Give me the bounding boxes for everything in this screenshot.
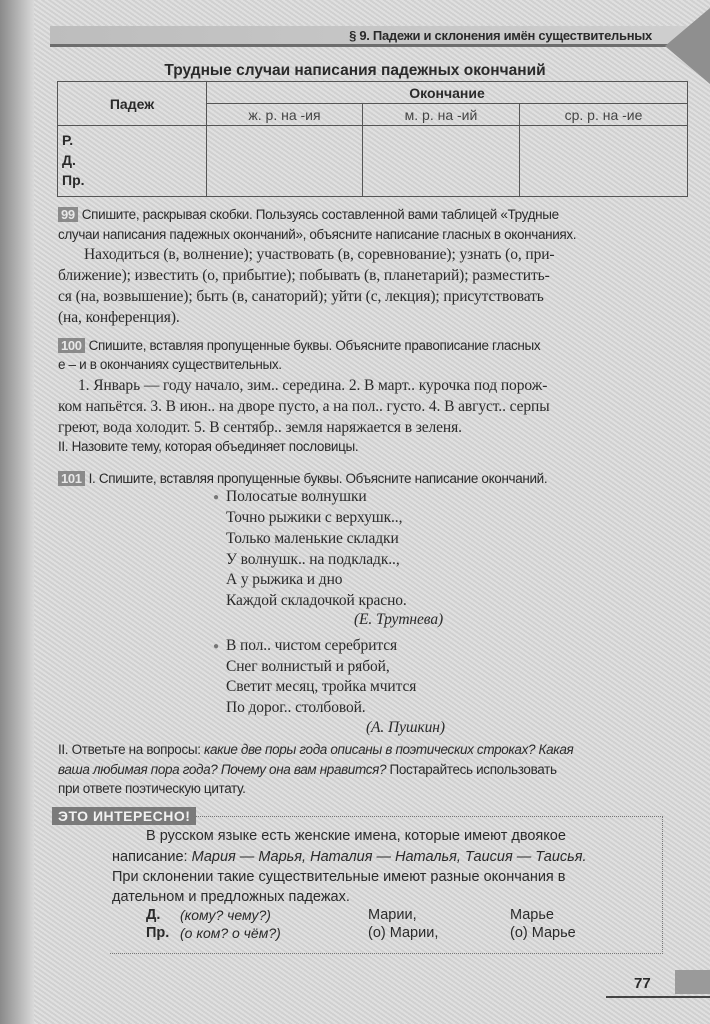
ex100-instruction-2: е – и в окончаниях существительных. [58,357,282,372]
case-d: Д. [62,152,76,168]
ex99-text: (на, конференция). [58,309,180,326]
book-spine-shadow [0,0,34,1024]
bullet-icon: ● [213,492,220,503]
exercise-number: 99 [58,207,78,222]
case-r: Р. [62,132,74,148]
ex99-text: ся (на, возвышение); быть (в, санаторий); уйти (с, лекция); присутствовать [58,288,544,305]
empty-cell [520,126,688,197]
info-text: написание: Мария — Марья, Наталия — Наталья, Таисия — Таисья. [112,849,587,865]
sub-header-neut: ср. р. на -ие [520,104,688,126]
col-ending: Окончание [207,82,688,104]
poem-line: Только маленькие складки [226,530,399,547]
info-text: В русском языке есть женские имена, которые имеют двоякое [146,828,566,844]
page-tab [675,970,710,994]
poem-author: (А. Пушкин) [366,719,445,736]
case-label: Пр. [146,925,170,941]
name-form: (о) Марии, [368,925,439,941]
ex101-instruction: 101 I. Спишите, вставляя пропущенные буквы. Объясните написание окончаний. [58,471,547,486]
endings-table [57,81,688,197]
poem-line: У волнушк.. на подкладк.., [226,551,400,568]
case-question: (кому? чему?) [180,907,271,923]
info-box-label: ЭТО ИНТЕРЕСНО! [52,807,196,825]
exercise-number: 100 [58,338,85,353]
empty-cell [207,126,363,197]
empty-cell [362,126,519,197]
poem-author: (Е. Трутнева) [354,611,444,628]
ex101-task2: при ответе поэтическую цитату. [58,781,246,796]
case-question: (о ком? о чём?) [180,925,281,941]
case-label: Д. [146,907,161,923]
sub-header-fem: ж. р. на -ия [207,104,363,126]
poem-line: Светит месяц, тройка мчится [226,678,417,695]
ex101-task2: ваша любимая пора года? Почему она вам нравится? Постарайтесь использовать [58,762,557,777]
col-case: Падеж [58,82,207,126]
name-form: Марье [510,907,554,923]
ex100-text: 1. Январь — году начало, зим.. середина. 2. В март.. курочка под порож- [78,377,548,394]
ex99-instruction-2: случаи написания падежных окончаний», объясните написание гласных в окончаниях. [58,227,577,242]
ex99-instruction-1: 99 Спишите, раскрывая скобки. Пользуясь составленной вами таблицей «Трудные [58,207,559,222]
ex100-instruction-1: 100 Спишите, вставляя пропущенные буквы. Объясните правописание гласных [58,338,540,353]
page-number: 77 [634,975,651,992]
bullet-icon: ● [213,641,220,652]
info-text: дательном и предложных падежах. [112,889,350,905]
name-form: (о) Марье [510,925,576,941]
ex100-text: греют, вода холодит. 5. В сентябр.. земля наряжается в зеленя. [58,419,462,436]
ex100-text: ком напьётся. 3. В июн.. на дворе пусто, а на пол.. густо. 4. В август.. серпы [58,398,550,415]
poem-line: А у рыжика и дно [226,571,343,588]
info-text: При склонении такие существительные имеют разные окончания в [112,869,566,885]
poem-line: В пол.. чистом серебрится [226,637,398,654]
poem-line: Полосатые волнушки [226,488,367,505]
sub-header-masc: м. р. на -ий [362,104,519,126]
exercise-number: 101 [58,471,85,486]
ex100-task2: II. Назовите тему, которая объединяет пословицы. [58,439,359,454]
poem-line: Каждой складочкой красно. [226,592,407,609]
page-number-rule [606,996,710,998]
ex99-text: ближение); известить (о, прибытие); побывать (в, планетарий); разместить- [58,267,550,284]
poem-line: По дорог.. столбовой. [226,699,366,716]
poem-line: Точно рыжики с верхушк.., [226,509,403,526]
poem-line: Снег волнистый и рябой, [226,658,390,675]
name-form: Марии, [368,907,417,923]
table-title: Трудные случаи написания падежных окончаний [164,62,546,79]
ex99-text: Находиться (в, волнение); участвовать (в, соревнование); узнать (о, при- [84,246,555,263]
ex101-task2: II. Ответьте на вопросы: какие две поры года описаны в поэтических строках? Какая [58,742,574,757]
section-header: § 9. Падежи и склонения имён существительных [349,28,652,43]
case-pr: Пр. [62,172,85,188]
case-list [58,126,207,197]
